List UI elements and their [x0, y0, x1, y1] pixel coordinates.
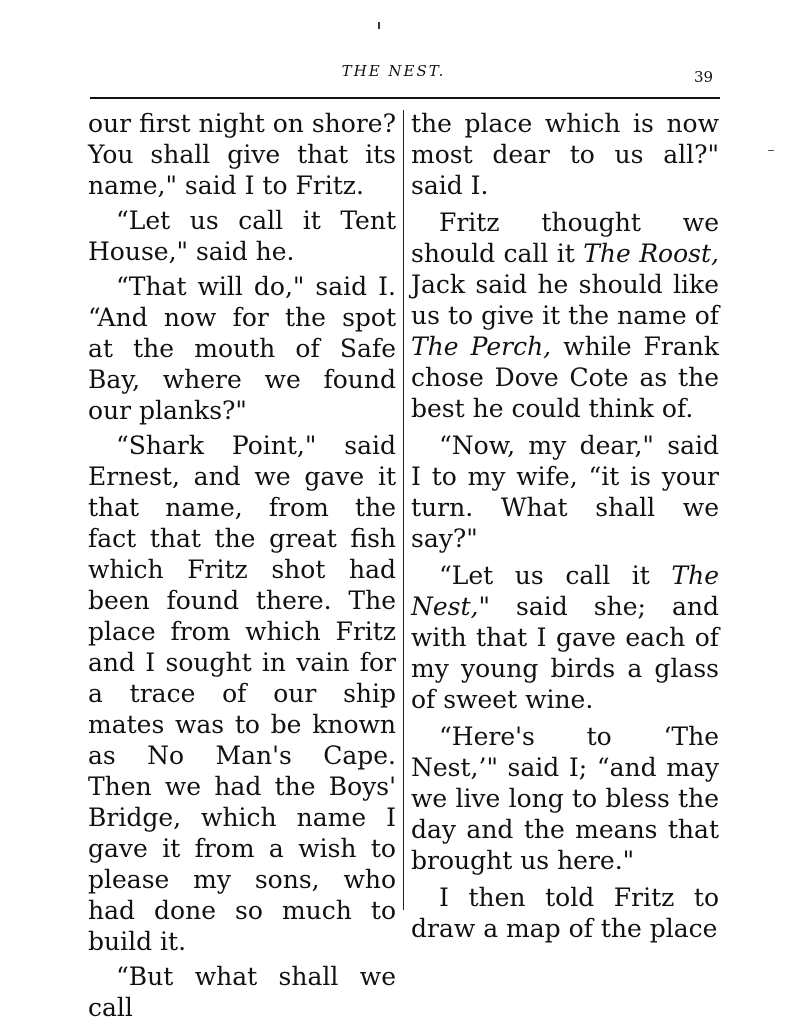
italic-name: The Roost,: [583, 239, 719, 268]
right-column: [411, 108, 719, 948]
text-run: “Let us call it: [439, 561, 672, 590]
paragraph: “But what shall we call: [88, 962, 396, 1022]
paragraph: our first night on shore? You shall give that its name," said I to Fritz.: [88, 109, 396, 200]
text-run: Fritz thought we should call it: [411, 208, 719, 268]
paragraph: [411, 207, 719, 424]
text-run: Jack said he should like us to give it the name of: [411, 270, 719, 330]
running-title: THE NEST.: [341, 62, 446, 80]
left-column: [88, 108, 396, 1027]
column-divider: [403, 110, 404, 910]
paragraph: “Let us call it Tent House," said he.: [88, 206, 396, 266]
paragraph: “That will do," said I. “And now for the spot at the mouth of Safe Bay, where we found our planks?": [88, 272, 396, 425]
paragraph: I then told Fritz to draw a map of the place: [411, 883, 719, 943]
print-mark: [378, 22, 380, 29]
text-run: while Frank chose Dove Cote as the best he could think of.: [411, 332, 720, 423]
paragraph: “Shark Point," said Ernest, and we gave it that name, from the fact that the great fish which Fritz shot had been found there. The place from which Fritz and I sought in vain for a trace of our ship mates was to be known as No Man's Cape. Then we had the Boys' Bridge, which name I gave it from a wish to please my sons, who had done so much to build it.: [88, 431, 396, 956]
text-run: " said she; and with that I gave each of my young birds a glass of sweet wine.: [411, 592, 719, 714]
page-number: 39: [694, 68, 714, 86]
paragraph: the place which is now most dear to us all?" said I.: [411, 109, 719, 200]
paragraph: [411, 560, 719, 715]
print-mark: [768, 150, 774, 151]
paragraph: “Now, my dear," said I to my wife, “it is your turn. What shall we say?": [411, 431, 719, 553]
paragraph: “Here's to ‘The Nest,’" said I; “and may we live long to bless the day and the means that brought us here.": [411, 722, 719, 875]
italic-name: The Perch,: [411, 332, 552, 361]
header-rule: [90, 97, 720, 99]
italic-name: The Nest,: [411, 561, 719, 621]
